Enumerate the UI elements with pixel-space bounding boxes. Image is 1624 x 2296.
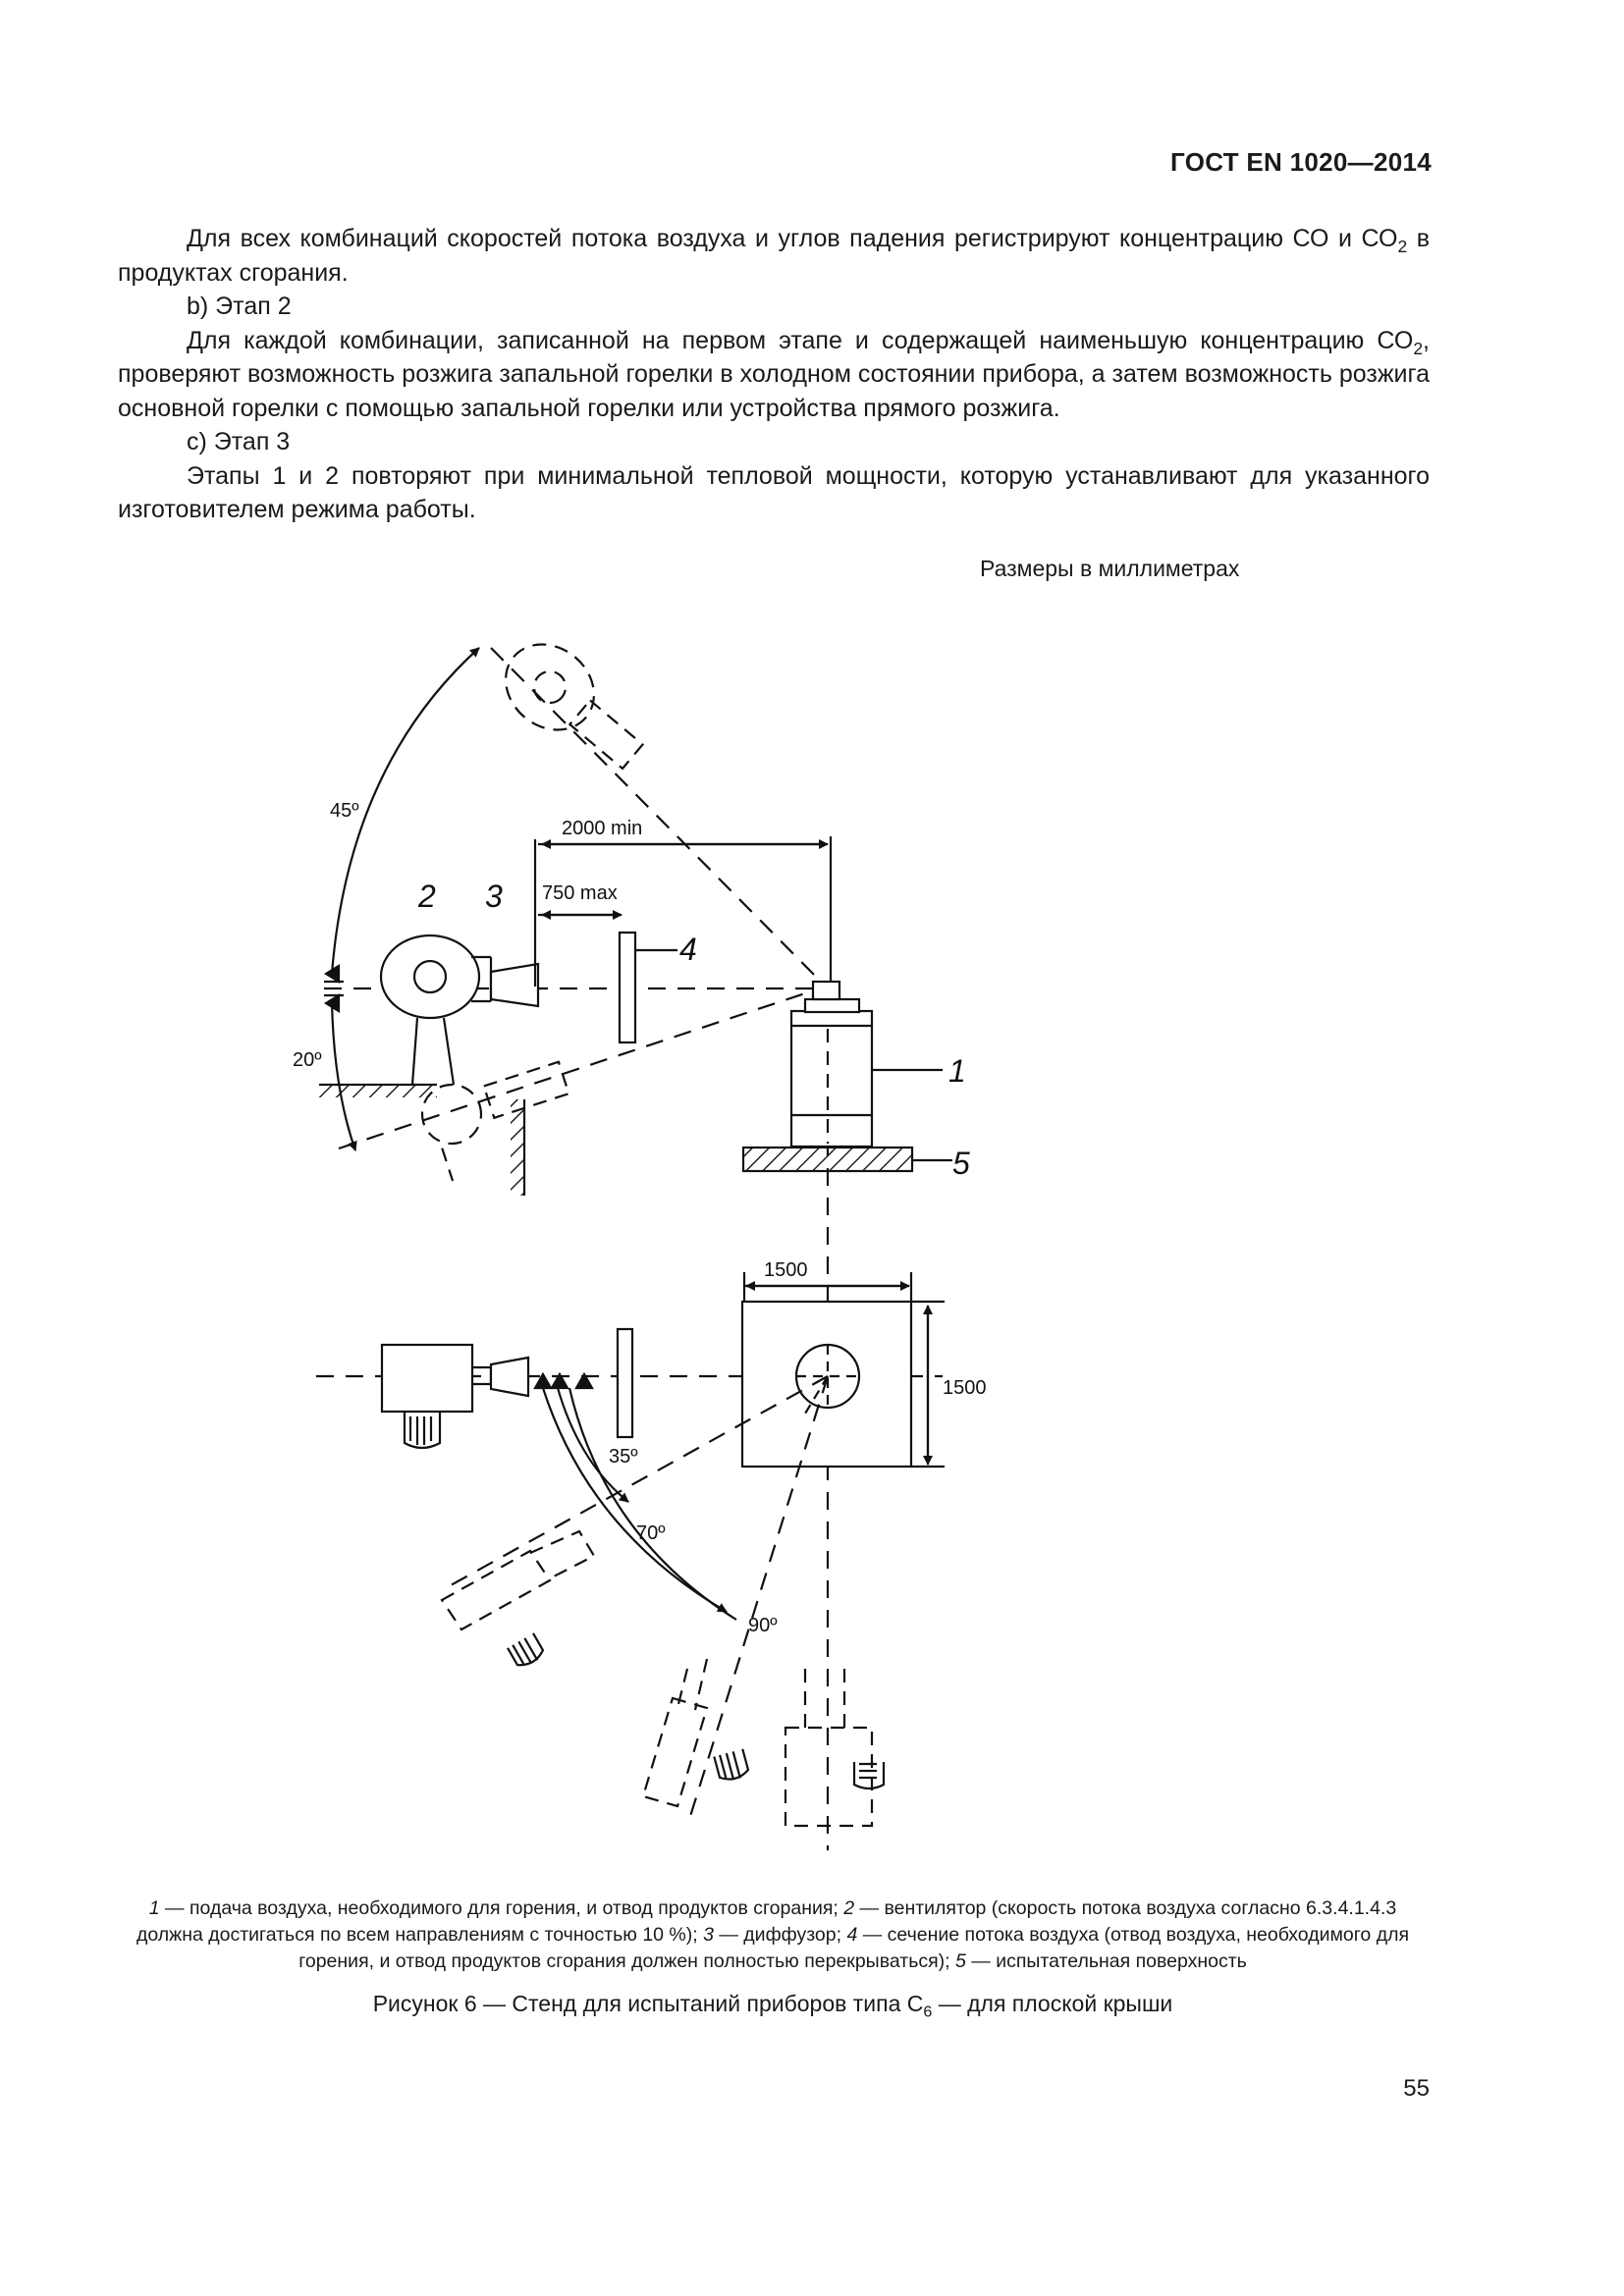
figure-legend: 1 — подача воздуха, необходимого для горения, и отвод продуктов сгорания; 2 — вентилятор (скорость потока воздуха согласно 6.3.4.1.4.3 должна достигаться по всем направлениям с точностью 10 %); 3 — диффузор; 4 — сечение потока воздуха (отвод воздуха, необходимого для горения, и отвод продуктов сгорания должен полностью перекрываться); 5 — испытательная поверхность: [135, 1897, 1410, 1972]
label-angle-70: 70º: [636, 1522, 666, 1544]
label-1500-horizontal: 1500: [764, 1259, 808, 1281]
label-number-4: 4: [679, 932, 697, 967]
dimensions-note: Размеры в миллиметрах: [980, 556, 1240, 581]
figure-caption: Рисунок 6 — Стенд для испытаний приборов типа $С_6$ — для плоской крыши: [372, 1991, 1173, 2021]
paragraph-3: Этапы 1 и 2 повторяют при минимальной тепловой мощности, которую устанавливают для указанного изготовителем режима работы.: [118, 461, 1430, 523]
label-angle-45: 45º: [330, 800, 359, 822]
document-header: ГОСТ EN 1020—2014: [1170, 147, 1432, 177]
item-b: b) Этап 2: [187, 293, 292, 320]
paragraph-1: Для всех комбинаций скоростей потока воздуха и углов падения регистрируют концентрацию СО и $СО_2$ в продуктах сгорания.: [118, 225, 1430, 287]
label-number-3: 3: [485, 879, 503, 914]
test-rig-figure: [0, 589, 1624, 1865]
label-angle-20: 20º: [293, 1049, 322, 1071]
item-c: с) Этап 3: [187, 428, 291, 455]
label-750-max: 750 max: [542, 882, 618, 904]
label-angle-90: 90º: [748, 1615, 778, 1636]
page-number: 55: [1403, 2075, 1430, 2102]
label-number-1: 1: [948, 1053, 966, 1089]
label-number-2: 2: [418, 879, 436, 914]
body-text: [118, 222, 1430, 527]
label-2000-min: 2000 min: [562, 818, 643, 839]
label-angle-35: 35º: [609, 1446, 638, 1468]
label-1500-vertical: 1500: [943, 1377, 987, 1399]
label-number-5: 5: [952, 1146, 970, 1181]
paragraph-2: Для каждой комбинации, записанной на первом этапе и содержащей наименьшую концентрацию $СО_2$, проверяют возможность розжига запальной горелки в холодном состоянии прибора, а затем возможность розжига основной горелки с помощью запальной горелки или устройства прямого розжига.: [118, 326, 1430, 422]
